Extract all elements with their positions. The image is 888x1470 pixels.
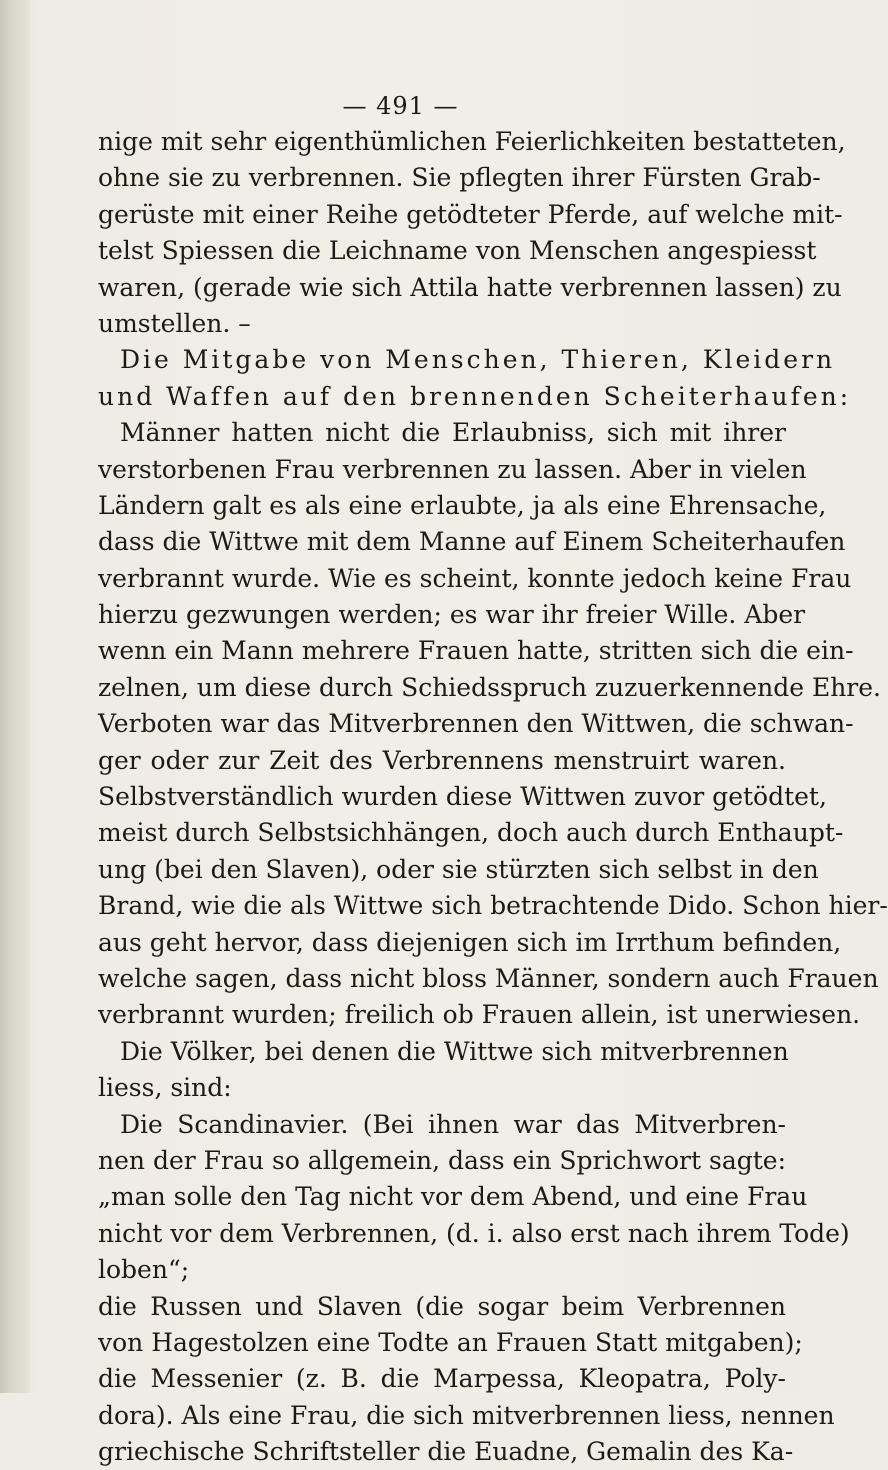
text-line: verstorbenen Frau verbrennen zu lassen. Aber in vielen <box>98 454 807 484</box>
text-line: ung (bei den Slaven), oder sie stürzten sich selbst in den <box>98 854 819 884</box>
text-line: Brand, wie die als Wittwe sich betrachtende Dido. Schon hier- <box>98 891 888 921</box>
text-line: die Messenier (z. B. die Marpessa, Kleopatra, Poly- <box>98 1364 786 1394</box>
text-line: verbrannt wurden; freilich ob Frauen allein, ist unerwiesen. <box>98 1000 861 1030</box>
page-gutter <box>0 0 30 1393</box>
text-line: hierzu gezwungen werden; es war ihr freier Wille. Aber <box>98 600 806 630</box>
text-line: waren, (gerade wie sich Attila hatte verbrennen lassen) zu <box>98 272 842 302</box>
text-line: ohne sie zu verbrennen. Sie pflegten ihrer Fürsten Grab- <box>98 163 821 193</box>
text-line: Ländern galt es als eine erlaubte, ja als eine Ehrensache, <box>98 490 827 520</box>
text-line: zelnen, um diese durch Schiedsspruch zuzuerkennende Ehre. <box>98 672 881 702</box>
text-line: nicht vor dem Verbrennen, (d. i. also erst nach ihrem Tode) <box>98 1218 850 1248</box>
text-line: meist durch Selbstsichhängen, doch auch durch Enthaupt- <box>98 818 844 848</box>
text-line: dass die Wittwe mit dem Manne auf Einem Scheiterhaufen <box>98 527 846 557</box>
text-line: Die Mitgabe von Menschen, Thieren, Kleidern <box>120 345 836 375</box>
text-line: loben“; <box>98 1255 190 1285</box>
text-line: „man solle den Tag nicht vor dem Abend, und eine Frau <box>98 1182 808 1212</box>
text-line: liess, sind: <box>98 1073 232 1103</box>
text-line: nen der Frau so allgemein, dass ein Sprichwort sagte: <box>98 1145 786 1175</box>
text-line: und Waffen auf den brennenden Scheiterhaufen: <box>98 381 852 411</box>
text-line: welche sagen, dass nicht bloss Männer, sondern auch Frauen <box>98 963 879 993</box>
text-line: Die Scandinavier. (Bei ihnen war das Mitverbren- <box>120 1109 786 1139</box>
text-line: Männer hatten nicht die Erlaubniss, sich mit ihrer <box>120 418 786 448</box>
text-line: umstellen. – <box>98 308 251 338</box>
text-line: dora). Als eine Frau, die sich mitverbrennen liess, nennen <box>98 1400 835 1430</box>
text-line: gerüste mit einer Reihe getödteter Pferde, auf welche mit- <box>98 199 843 229</box>
text-line: aus geht hervor, dass diejenigen sich im Irrthum befinden, <box>98 927 842 957</box>
text-line: griechische Schriftsteller die Euadne, Gemalin des Ka- <box>98 1437 794 1467</box>
text-line: Die Völker, bei denen die Wittwe sich mitverbrennen <box>120 1036 789 1066</box>
text-line: nige mit sehr eigenthümlichen Feierlichkeiten bestatteten, <box>98 127 846 156</box>
page-number: — 491 — <box>342 92 459 120</box>
text-line: telst Spiessen die Leichname von Menschen angespiesst <box>98 236 817 266</box>
text-line: wenn ein Mann mehrere Frauen hatte, stritten sich die ein- <box>98 636 854 666</box>
text-line: Verboten war das Mitverbrennen den Wittwen, die schwan- <box>98 709 854 739</box>
text-line: Selbstverständlich wurden diese Wittwen zuvor getödtet, <box>98 782 827 812</box>
body-text <box>98 124 888 1470</box>
text-line: von Hagestolzen eine Todte an Frauen Statt mitgaben); <box>98 1327 803 1357</box>
text-line: die Russen und Slaven (die sogar beim Verbrennen <box>98 1291 786 1321</box>
text-line: ger oder zur Zeit des Verbrennens menstruirt waren. <box>98 745 786 775</box>
text-line: verbrannt wurde. Wie es scheint, konnte jedoch keine Frau <box>98 563 852 593</box>
